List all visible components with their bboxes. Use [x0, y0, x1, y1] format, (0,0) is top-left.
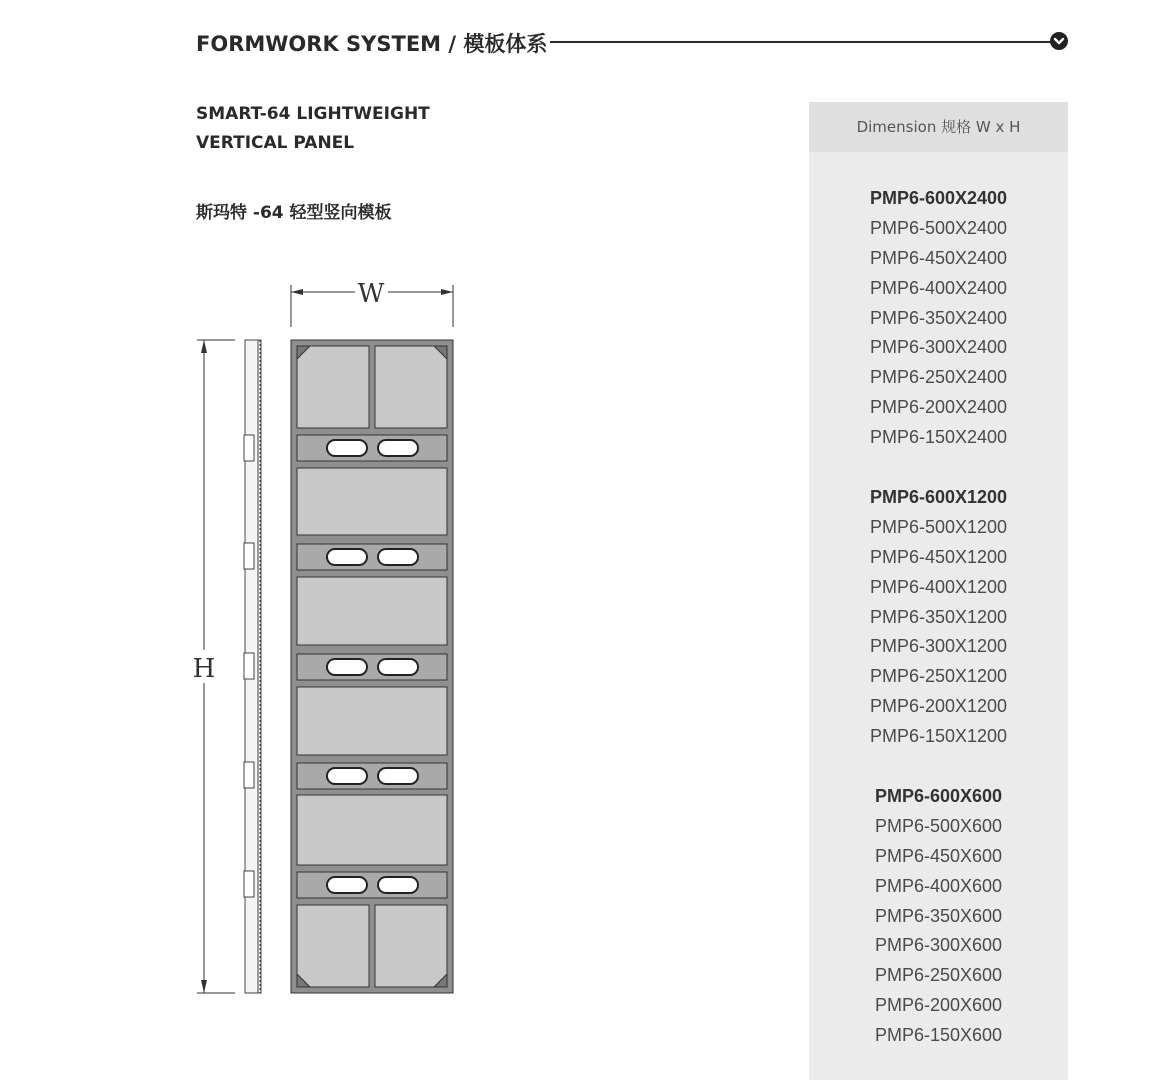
spec-item: PMP6-500X600 [874, 815, 1003, 836]
spec-item: PMP6-450X600 [874, 845, 1003, 866]
spec-item: PMP6-200X2400 [869, 397, 1008, 418]
spec-item: PMP6-150X1200 [869, 726, 1008, 747]
spec-header: Dimension 规格 W x H [809, 102, 1068, 152]
width-label: W [357, 279, 385, 309]
spec-item: PMP6-400X1200 [869, 576, 1008, 597]
product-title [196, 100, 430, 158]
spec-list [809, 184, 1068, 1081]
spec-item: PMP6-450X2400 [869, 247, 1008, 268]
spec-item: PMP6-200X1200 [869, 696, 1008, 717]
spec-item: PMP6-400X600 [874, 875, 1003, 896]
spec-item: PMP6-250X1200 [869, 666, 1008, 687]
spec-item: PMP6-450X1200 [869, 546, 1008, 567]
section-divider [550, 41, 1052, 43]
spec-group-600 [809, 782, 1068, 1051]
panel-front [291, 340, 453, 993]
spec-item: PMP6-250X600 [874, 965, 1003, 986]
spec-item: PMP6-250X2400 [869, 367, 1008, 388]
side-profile [244, 340, 261, 993]
spec-item: PMP6-600X1200 [869, 487, 1008, 508]
section-title: FORMWORK SYSTEM / 模板体系 [196, 32, 548, 56]
height-label: H [192, 654, 216, 684]
panel-drawing [190, 275, 470, 1005]
section-header [196, 26, 1069, 58]
spec-item: PMP6-600X2400 [869, 188, 1008, 208]
spec-item: PMP6-300X600 [874, 935, 1003, 956]
spec-item: PMP6-200X600 [874, 995, 1003, 1016]
spec-item: PMP6-600X600 [874, 786, 1003, 807]
product-title-line2: VERTICAL PANEL [196, 133, 355, 153]
product-title-line1: SMART-64 LIGHTWEIGHT [196, 104, 430, 124]
spec-item: PMP6-300X2400 [869, 337, 1008, 358]
chevron-down-icon[interactable] [1050, 32, 1068, 50]
spec-item: PMP6-350X1200 [869, 606, 1008, 627]
spec-item: PMP6-150X600 [874, 1025, 1003, 1046]
spec-item: PMP6-500X2400 [869, 217, 1008, 238]
spec-item: PMP6-400X2400 [869, 277, 1008, 298]
spec-item: PMP6-500X1200 [869, 516, 1008, 537]
spec-item: PMP6-350X2400 [869, 307, 1008, 328]
spec-item: PMP6-350X600 [874, 905, 1003, 926]
spec-item: PMP6-300X1200 [869, 636, 1008, 657]
spec-group-2400 [809, 184, 1068, 453]
spec-item: PMP6-150X2400 [869, 427, 1008, 448]
product-subtitle: 斯玛特 -64 轻型竖向模板 [196, 203, 392, 223]
spec-group-1200 [809, 483, 1068, 752]
spec-panel [809, 102, 1068, 1080]
